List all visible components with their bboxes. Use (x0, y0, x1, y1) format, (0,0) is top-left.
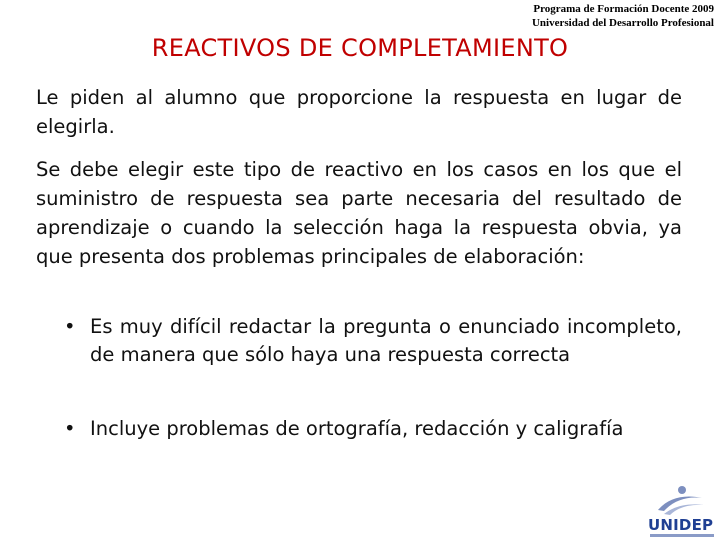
unidep-logo (640, 484, 720, 540)
unidep-swoosh-icon (654, 484, 706, 516)
bullet-icon: • (64, 315, 76, 338)
header-line-university: Universidad del Desarrollo Profesional (531, 17, 714, 29)
bullet-text: Es muy difícil redactar la pregunta o enunciado incompleto, de manera que sólo haya una respuesta correcta (90, 315, 682, 366)
header-line-program: Programa de Formación Docente 2009 (533, 3, 714, 15)
logo-tagline-bar (650, 534, 714, 537)
slide-title: REACTIVOS DE COMPLETAMIENTO (151, 34, 569, 62)
header-program-info (532, 2, 714, 30)
paragraph-intro: Le piden al alumno que proporcione la respuesta en lugar de elegirla. (36, 86, 682, 138)
logo-wordmark: UNIDEP (648, 516, 714, 534)
bullet-item-difficulty (64, 313, 682, 369)
paragraph-usage: Se debe elegir este tipo de reactivo en los casos en los que el suministro de respuesta sea parte necesaria del resultado de aprendizaje o cuando la selección haga la respuesta obvia, ya que presenta dos problemas principales de elaboración: (36, 158, 682, 268)
bullet-item-spelling (64, 415, 682, 443)
bullet-icon: • (64, 417, 76, 440)
bullet-text: Incluye problemas de ortografía, redacción y caligrafía (90, 417, 624, 440)
